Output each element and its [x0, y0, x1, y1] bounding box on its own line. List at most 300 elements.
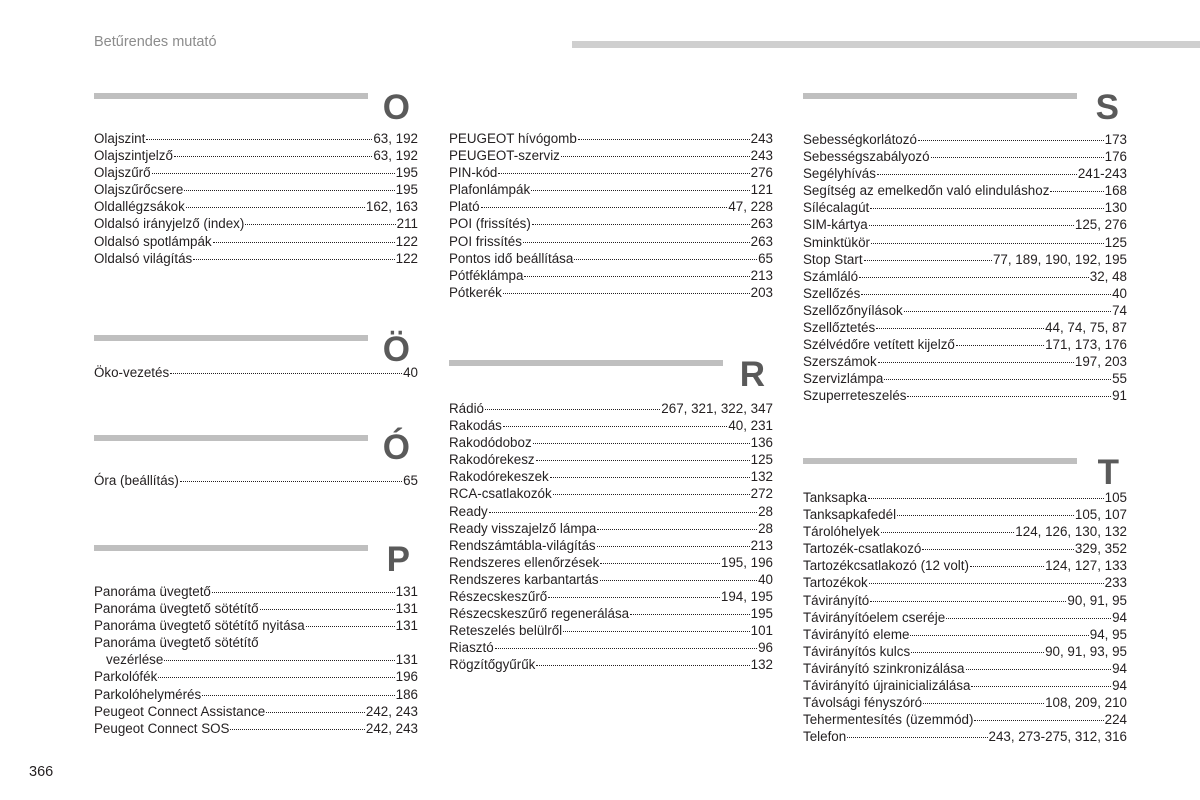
index-entry-term: Távirányító újrainicializálása	[803, 678, 971, 694]
index-entry-pages: 132	[750, 469, 773, 485]
index-entry	[449, 554, 773, 571]
section-divider	[94, 545, 368, 551]
index-entry-pages: 130	[1104, 200, 1127, 216]
dot-leader	[523, 242, 750, 243]
index-entry-term: Ready visszajelző lámpa	[449, 520, 597, 536]
index-entry	[94, 250, 418, 267]
section-o	[94, 88, 418, 268]
index-entry	[803, 540, 1127, 557]
dot-leader	[503, 426, 727, 427]
index-entry-pages: 55	[1112, 371, 1127, 387]
index-entry	[94, 215, 418, 232]
index-entry-pages: 276	[750, 165, 773, 181]
index-entry-pages: 162, 163	[365, 199, 418, 215]
dot-leader	[213, 242, 395, 243]
index-entry	[449, 605, 773, 622]
index-entry-pages: 267, 321, 322, 347	[661, 401, 773, 416]
index-entry-list	[94, 364, 418, 381]
index-entry-pages: 63, 192	[373, 131, 418, 146]
index-entry-term: Oldallégzsákok	[94, 199, 185, 215]
dot-leader	[561, 156, 750, 157]
index-entry	[803, 302, 1127, 319]
dot-leader	[306, 626, 395, 627]
index-entry-pages: 168	[1104, 183, 1127, 199]
index-entry-pages: 124, 127, 133	[1045, 558, 1127, 574]
index-entry-pages: 125	[750, 452, 773, 468]
index-entry-term: Oldalsó spotlámpák	[94, 233, 212, 249]
dot-leader	[212, 592, 395, 593]
index-entry-term: Szellőztetés	[803, 320, 876, 336]
index-entry-pages: 243	[750, 148, 773, 164]
index-entry	[803, 182, 1127, 199]
index-entry-term: Távirányító eleme	[803, 626, 910, 642]
index-entry	[803, 643, 1127, 660]
index-entry-term: Tartozékcsatlakozó (12 volt)	[803, 558, 969, 574]
index-entry-term: Szellőzőnyílások	[803, 302, 903, 318]
dot-leader	[847, 737, 987, 738]
index-entry-pages: 101	[750, 623, 773, 639]
index-entry	[803, 199, 1127, 216]
section-divider	[94, 93, 368, 99]
index-entry-term: Oldalsó irányjelző (index)	[94, 216, 245, 232]
index-entry-list	[94, 583, 418, 737]
dot-leader	[871, 243, 1104, 244]
dot-leader	[923, 703, 1044, 704]
index-entry-pages: 90, 91, 93, 95	[1045, 643, 1127, 659]
index-entry	[449, 284, 773, 301]
section-divider	[803, 93, 1077, 99]
index-entry-term: Olajszint	[94, 131, 146, 146]
index-entry-pages: 131	[395, 601, 418, 617]
index-entry-pages: 173	[1104, 132, 1127, 147]
index-entry-pages: 186	[395, 686, 418, 702]
index-entry	[449, 622, 773, 639]
index-entry-pages: 96	[758, 640, 773, 656]
dot-leader	[864, 260, 992, 261]
dot-leader	[904, 311, 1111, 312]
index-entry	[94, 703, 418, 720]
dot-leader	[180, 481, 402, 482]
index-entry-pages: 105, 107	[1074, 507, 1127, 523]
section-letter: Ó	[382, 428, 410, 467]
index-entry-term: PEUGEOT hívógomb	[449, 131, 577, 146]
section-letter: Ö	[382, 330, 410, 369]
dot-leader	[870, 601, 1066, 602]
dot-leader	[600, 580, 757, 581]
dot-leader	[861, 294, 1111, 295]
index-entry	[449, 434, 773, 451]
dot-leader	[503, 293, 750, 294]
index-entry-term: Panoráma üvegtető	[94, 584, 211, 599]
index-entry	[803, 387, 1127, 404]
index-entry-pages: 47, 228	[728, 199, 773, 215]
index-entry	[449, 588, 773, 605]
index-entry-term: SIM-kártya	[803, 217, 868, 233]
dot-leader	[536, 460, 750, 461]
index-entry-term: Tárolóhelyek	[803, 524, 880, 540]
index-entry-term: Sminktükör	[803, 234, 870, 250]
dot-leader	[489, 512, 757, 513]
dot-leader	[578, 139, 750, 140]
index-entry-term: Rakodódoboz	[449, 435, 532, 451]
dot-leader	[245, 224, 395, 225]
index-entry	[449, 503, 773, 520]
index-entry-pages: 197, 203	[1074, 354, 1127, 370]
dot-leader	[911, 652, 1044, 653]
index-entry-term: Panoráma üvegtető sötétítő	[94, 601, 259, 617]
section-divider	[94, 435, 368, 441]
dot-leader	[931, 157, 1104, 158]
dot-leader	[868, 498, 1104, 499]
index-entry	[803, 353, 1127, 370]
index-entry-pages: 65	[403, 473, 418, 488]
dot-leader	[202, 695, 394, 696]
dot-leader	[548, 597, 720, 598]
index-entry-term: Rakodórekesz	[449, 452, 535, 468]
section-p	[94, 540, 418, 750]
index-entry-pages: 40	[403, 365, 418, 380]
index-entry	[803, 234, 1127, 251]
index-entry-list	[94, 472, 418, 489]
index-entry-term: Olajszűrő	[94, 165, 151, 181]
index-entry-term: Tehermentesítés (üzemmód)	[803, 712, 974, 728]
dot-leader	[536, 665, 749, 666]
dot-leader	[170, 373, 402, 374]
index-entry-term: Plató	[449, 199, 480, 215]
index-entry-pages: 91	[1112, 388, 1127, 404]
index-entry	[803, 370, 1127, 387]
index-entry-pages: 272	[750, 486, 773, 502]
index-entry-pages: 122	[395, 233, 418, 249]
index-entry	[449, 181, 773, 198]
dot-leader	[946, 618, 1111, 619]
index-entry-term: Rendszeres karbantartás	[449, 571, 599, 587]
index-entry-pages: 121	[750, 182, 773, 198]
index-entry	[803, 506, 1127, 523]
index-entry-pages: 125, 276	[1074, 217, 1127, 233]
index-entry-pages: 65	[758, 250, 773, 266]
index-entry-term: Ready	[449, 503, 488, 519]
index-entry	[449, 571, 773, 588]
dot-leader	[876, 328, 1044, 329]
index-entry	[449, 250, 773, 267]
index-entry-pages: 224	[1104, 712, 1127, 728]
index-entry-pages: 243	[750, 131, 773, 146]
index-entry-term: Részecskeszűrő regenerálása	[449, 606, 630, 622]
index-entry-pages: 28	[758, 503, 773, 519]
index-entry-pages: 213	[750, 537, 773, 553]
index-entry-term: Peugeot Connect Assistance	[94, 703, 266, 719]
index-entry	[803, 711, 1127, 728]
index-entry	[94, 651, 418, 668]
index-entry-pages: 44, 74, 75, 87	[1045, 320, 1127, 336]
section-letter: T	[1097, 453, 1119, 492]
dot-leader	[907, 396, 1111, 397]
section-letter: P	[386, 540, 410, 579]
index-entry-pages: 90, 91, 95	[1067, 592, 1127, 608]
dot-leader	[481, 207, 728, 208]
index-entry-pages: 40	[758, 571, 773, 587]
index-entry-term: Segítség az emelkedőn való elinduláshoz	[803, 183, 1050, 199]
index-entry-term: Olajszintjelző	[94, 148, 173, 164]
index-entry	[94, 668, 418, 685]
index-entry-term-continued: vezérlése	[106, 652, 164, 668]
dot-leader	[146, 139, 372, 140]
index-entry-pages: 77, 189, 190, 192, 195	[992, 251, 1127, 267]
index-entry-pages: 203	[750, 284, 773, 300]
index-entry	[94, 130, 418, 147]
dot-leader	[966, 669, 1112, 670]
index-entry	[94, 164, 418, 181]
index-entry-term: Szellőzés	[803, 285, 861, 301]
index-entry-term: Részecskeszűrő	[449, 589, 548, 605]
index-entry	[94, 233, 418, 250]
index-entry-term: Rakodás	[449, 418, 502, 434]
index-entry-pages: 94	[1112, 678, 1127, 694]
index-entry	[94, 617, 418, 634]
index-entry	[449, 164, 773, 181]
index-entry-term: Panoráma üvegtető sötétítő nyitása	[94, 618, 305, 634]
index-entry-pages: 233	[1104, 575, 1127, 591]
index-entry-term: Tanksapka	[803, 490, 868, 505]
index-entry	[803, 268, 1127, 285]
index-entry-term: Sebességkorlátozó	[803, 132, 917, 147]
index-entry	[803, 557, 1127, 574]
index-entry	[449, 147, 773, 164]
index-entry-pages: 125	[1104, 234, 1127, 250]
index-entry-term: Stop Start	[803, 251, 863, 267]
dot-leader	[1050, 191, 1103, 192]
index-entry	[803, 216, 1127, 233]
index-entry	[449, 233, 773, 250]
index-entry-list	[94, 130, 418, 267]
section-s	[803, 88, 1127, 408]
index-entry-pages: 131	[395, 652, 418, 668]
dot-leader	[870, 208, 1103, 209]
index-entry-pages: 176	[1104, 149, 1127, 165]
index-entry-pages: 94	[1112, 660, 1127, 676]
dot-leader	[956, 345, 1044, 346]
index-entry-term: Szervizlámpa	[803, 371, 884, 387]
dot-leader	[910, 635, 1088, 636]
index-entry-term: PEUGEOT-szerviz	[449, 148, 560, 164]
dot-leader	[184, 190, 394, 191]
index-entry-term: Szerszámok	[803, 354, 877, 370]
index-entry	[449, 215, 773, 232]
section-t	[803, 453, 1127, 753]
index-entry-term: Plafonlámpák	[449, 182, 531, 198]
index-entry-term: Pótféklámpa	[449, 267, 524, 283]
index-entry-term: Öko-vezetés	[94, 365, 170, 380]
index-entry-pages: 195	[395, 165, 418, 181]
index-entry	[803, 660, 1127, 677]
dot-leader	[550, 477, 750, 478]
dot-leader	[563, 631, 750, 632]
index-entry	[803, 251, 1127, 268]
index-entry-term: Pontos idő beállítása	[449, 250, 574, 266]
index-entry-list	[449, 400, 773, 674]
section-letter: O	[382, 88, 410, 127]
dot-leader	[877, 174, 1077, 175]
index-entry-pages: 242, 243	[365, 720, 418, 736]
index-entry-pages: 195, 196	[720, 554, 773, 570]
index-entry	[803, 592, 1127, 609]
index-entry-pages: 63, 192	[373, 148, 418, 164]
index-entry	[94, 600, 418, 617]
index-entry	[803, 626, 1127, 643]
index-entry	[803, 523, 1127, 540]
index-entry-term: Tanksapkafedél	[803, 507, 897, 523]
index-entry-term: Rendszeres ellenőrzések	[449, 554, 600, 570]
index-entry	[94, 472, 418, 489]
index-entry	[449, 468, 773, 485]
dot-leader	[597, 529, 757, 530]
index-entry-term: Tartozékok	[803, 575, 868, 591]
index-entry-term: Panoráma üvegtető sötétítő	[94, 635, 259, 651]
index-entry	[803, 336, 1127, 353]
index-entry	[449, 656, 773, 673]
index-entry-term: Rakodórekeszek	[449, 469, 549, 485]
index-entry-pages: 94, 95	[1089, 626, 1127, 642]
index-entry-term: Rögzítőgyűrűk	[449, 657, 536, 673]
dot-leader	[152, 173, 395, 174]
dot-leader	[524, 276, 749, 277]
dot-leader	[193, 259, 394, 260]
index-entry	[449, 400, 773, 417]
index-entry	[449, 537, 773, 554]
dot-leader	[498, 173, 749, 174]
index-entry	[449, 130, 773, 147]
section-p-continued	[449, 129, 773, 309]
index-entry-pages: 171, 173, 176	[1045, 337, 1127, 353]
index-entry-pages: 94	[1112, 609, 1127, 625]
dot-leader	[884, 379, 1111, 380]
header-title: Betűrendes mutató	[94, 34, 217, 50]
index-entry-pages: 263	[750, 216, 773, 232]
section-divider	[94, 335, 368, 341]
section-letter: S	[1095, 88, 1119, 127]
index-entry-pages: 242, 243	[365, 703, 418, 719]
index-entry-term: Riasztó	[449, 640, 494, 656]
dot-leader	[533, 443, 750, 444]
dot-leader	[186, 207, 365, 208]
index-entry-pages: 28	[758, 520, 773, 536]
index-entry-pages: 124, 126, 130, 132	[1015, 524, 1127, 540]
dot-leader	[266, 712, 365, 713]
dot-leader	[918, 140, 1104, 141]
dot-leader	[260, 609, 395, 610]
index-entry-pages: 122	[395, 250, 418, 266]
dot-leader	[531, 190, 750, 191]
dot-leader	[630, 614, 750, 615]
index-entry-term: Reteszelés belülről	[449, 623, 563, 639]
index-entry-pages: 132	[750, 657, 773, 673]
index-entry	[803, 677, 1127, 694]
index-entry-list	[803, 489, 1127, 745]
index-entry-pages: 213	[750, 267, 773, 283]
index-entry	[94, 686, 418, 703]
dot-leader	[922, 549, 1074, 550]
index-entry-term: Távirányító szinkronizálása	[803, 660, 965, 676]
index-entry-term: Peugeot Connect SOS	[94, 720, 230, 736]
dot-leader	[859, 277, 1089, 278]
dot-leader	[971, 686, 1111, 687]
index-entry-term: Sílécalagút	[803, 200, 870, 216]
index-entry-term: Parkolóhelymérés	[94, 686, 202, 702]
index-entry-term: Sebességszabályozó	[803, 149, 930, 165]
index-entry	[94, 198, 418, 215]
index-entry-pages: 74	[1112, 302, 1127, 318]
index-entry	[94, 583, 418, 600]
index-entry	[449, 639, 773, 656]
index-entry-term: Oldalsó világítás	[94, 250, 193, 266]
index-entry	[449, 451, 773, 468]
index-entry-term: Rendszámtábla-világítás	[449, 537, 596, 553]
dot-leader	[878, 362, 1074, 363]
index-entry	[94, 181, 418, 198]
index-entry-pages: 194, 195	[720, 589, 773, 605]
index-entry-term: Távirányítós kulcs	[803, 643, 911, 659]
index-entry-pages: 32, 48	[1089, 268, 1127, 284]
index-entry	[94, 147, 418, 164]
index-entry	[803, 728, 1127, 745]
index-entry-pages: 195	[395, 182, 418, 198]
index-entry	[803, 574, 1127, 591]
dot-leader	[174, 156, 372, 157]
index-entry-pages: 211	[396, 216, 418, 232]
index-entry-term: Számláló	[803, 268, 859, 284]
index-entry	[803, 285, 1127, 302]
index-entry-term: Segélyhívás	[803, 166, 876, 182]
dot-leader	[869, 583, 1104, 584]
index-entry	[449, 520, 773, 537]
index-entry-term: POI frissítés	[449, 233, 522, 249]
index-entry	[803, 609, 1127, 626]
index-entry	[803, 148, 1127, 165]
dot-leader	[970, 566, 1044, 567]
dot-leader	[897, 515, 1074, 516]
dot-leader	[974, 720, 1103, 721]
section-divider	[803, 458, 1077, 464]
index-entry-pages: 105	[1104, 490, 1127, 505]
index-entry-term: Távirányítóelem cseréje	[803, 609, 946, 625]
section-o-acute	[94, 430, 418, 490]
dot-leader	[230, 729, 364, 730]
index-entry-term: Távirányító	[803, 592, 870, 608]
section-divider	[449, 360, 723, 366]
index-entry	[449, 417, 773, 434]
index-entry-term: POI (frissítés)	[449, 216, 531, 232]
dot-leader	[495, 648, 757, 649]
dot-leader	[164, 660, 394, 661]
index-entry-pages: 196	[395, 669, 418, 685]
dot-leader	[158, 677, 394, 678]
index-entry-pages: 329, 352	[1074, 541, 1127, 557]
dot-leader	[869, 225, 1074, 226]
index-entry-list	[803, 131, 1127, 405]
index-entry	[803, 131, 1127, 148]
index-entry-pages: 108, 209, 210	[1045, 695, 1127, 711]
index-entry-pages: 243, 273-275, 312, 316	[988, 729, 1127, 745]
index-entry-term: Parkolófék	[94, 669, 158, 685]
dot-leader	[600, 563, 720, 564]
index-entry	[449, 267, 773, 284]
index-entry-term: Szélvédőre vetített kijelző	[803, 337, 955, 353]
index-entry	[803, 319, 1127, 336]
section-o-umlaut	[94, 330, 418, 390]
index-entry-pages: 263	[750, 233, 773, 249]
page-number: 366	[29, 764, 54, 780]
